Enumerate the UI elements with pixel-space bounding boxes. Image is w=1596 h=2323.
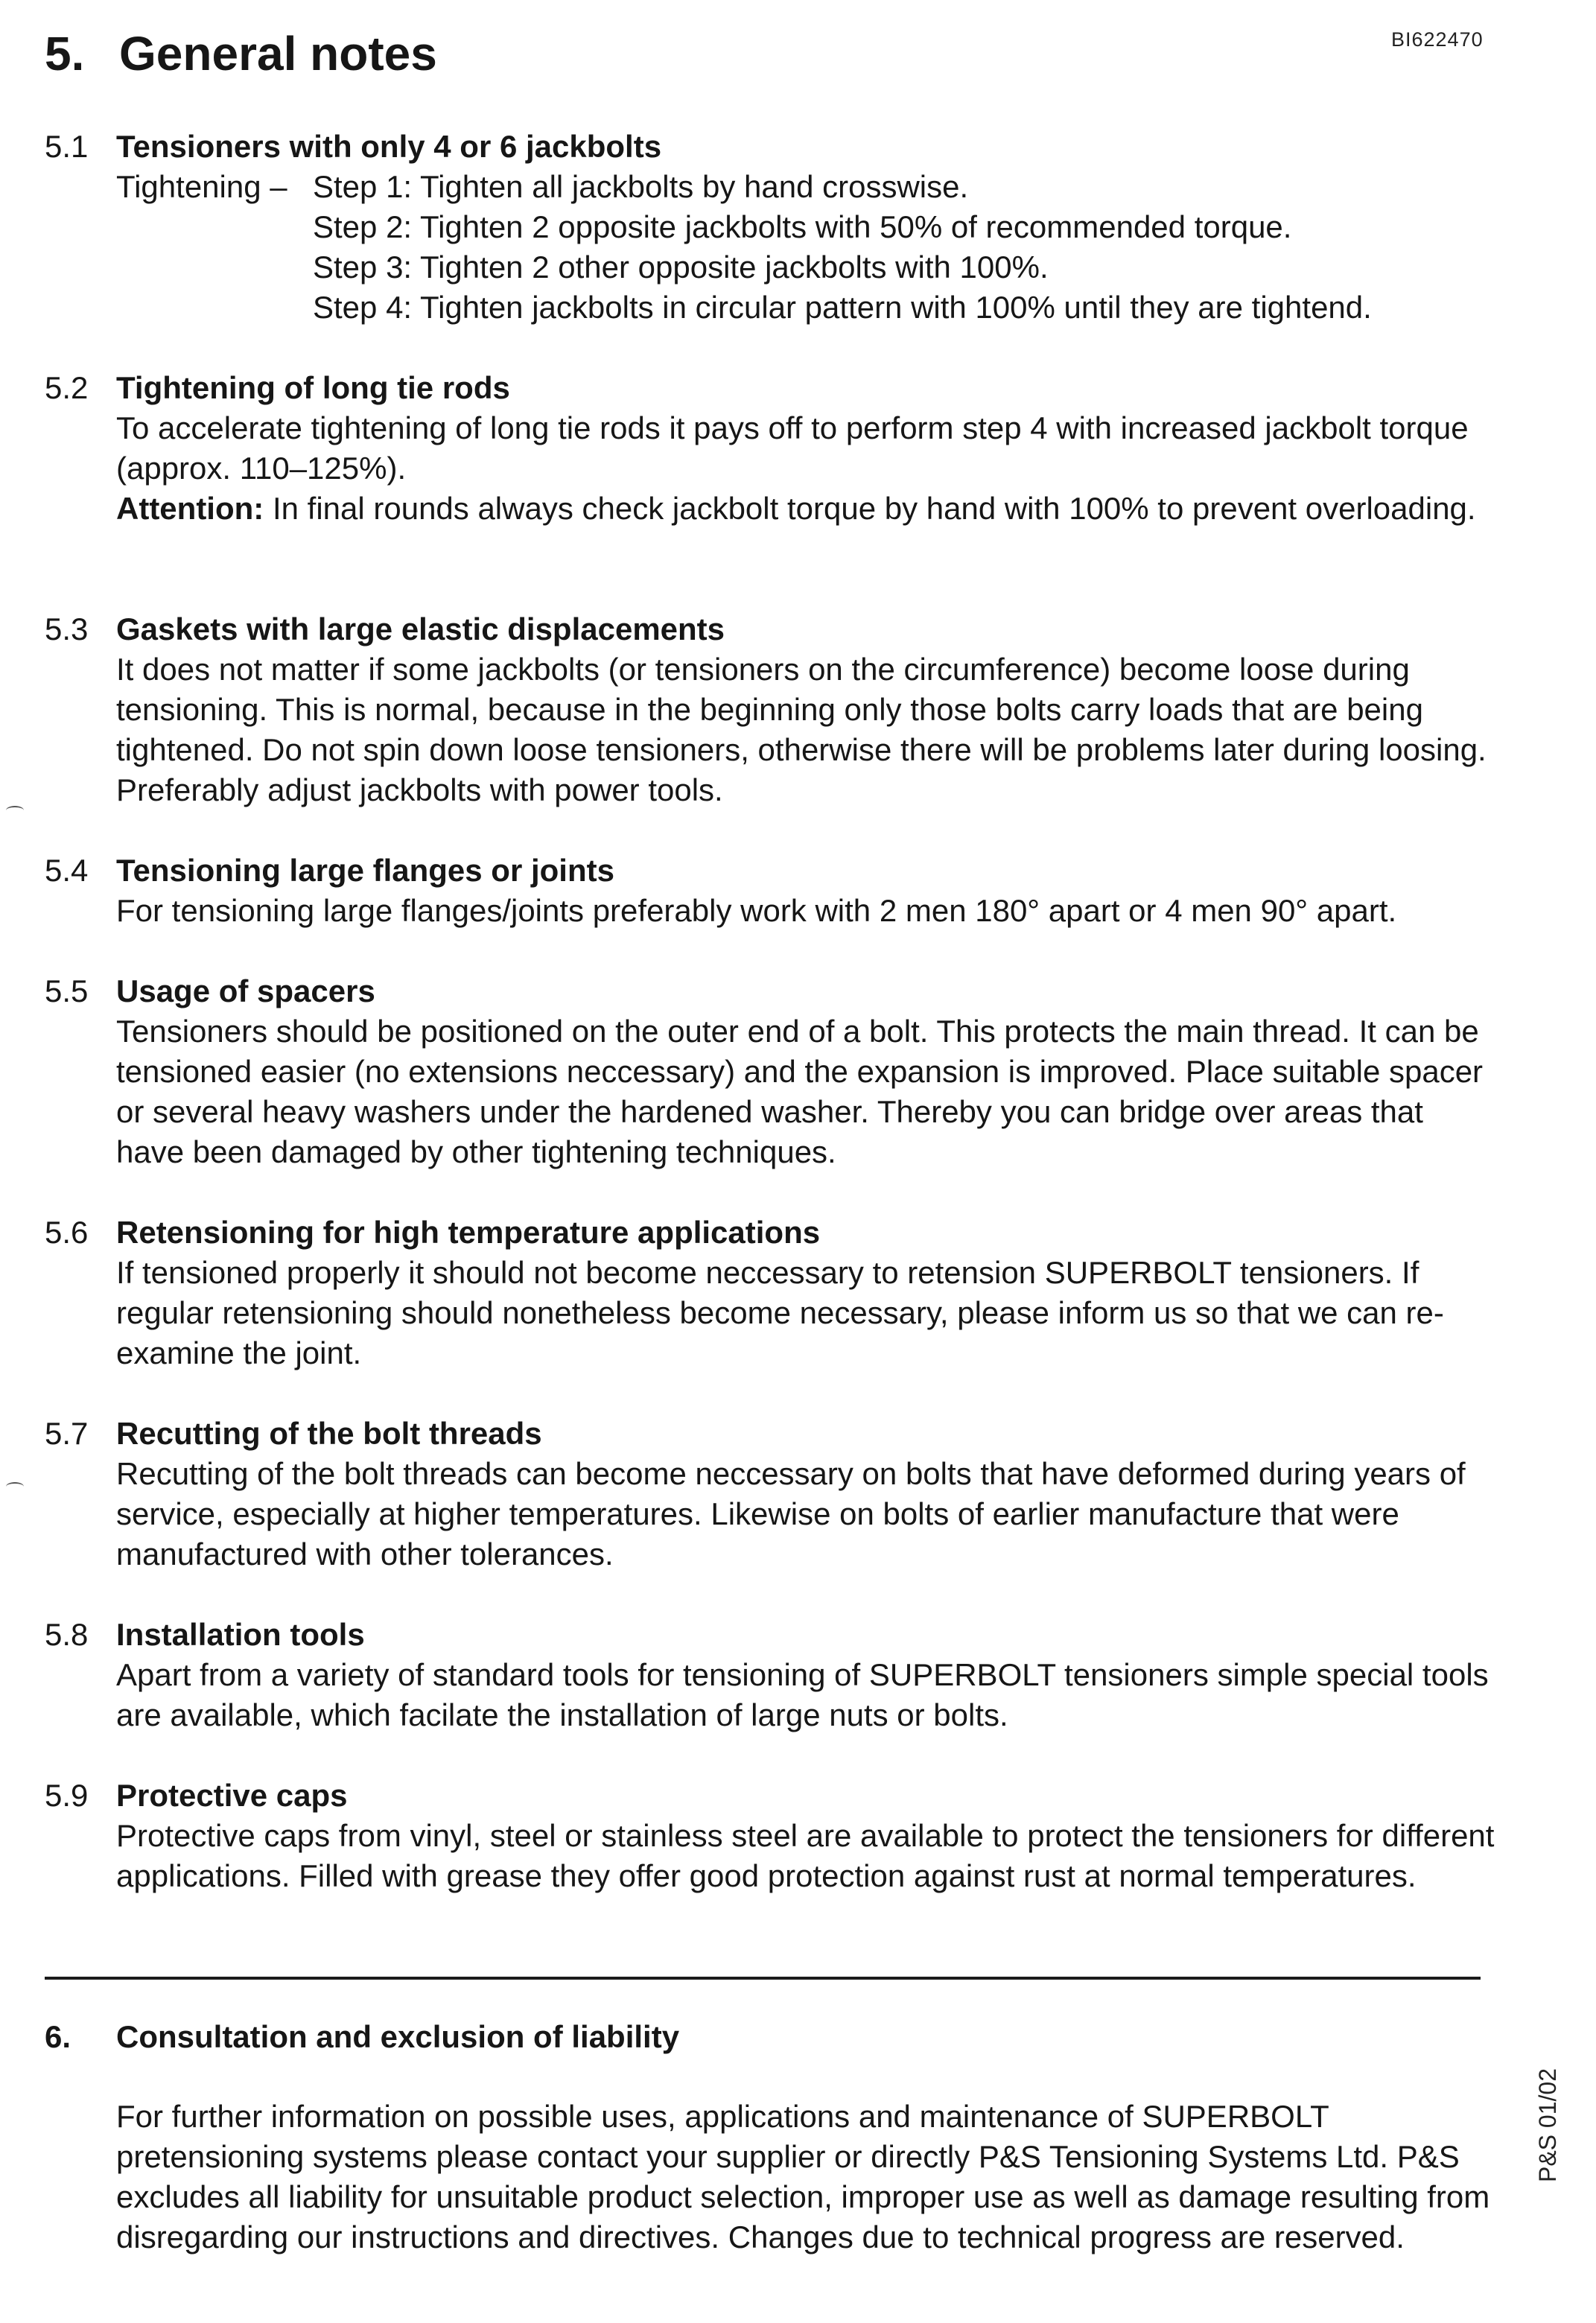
section-heading <box>45 609 1497 649</box>
section-body <box>116 1454 1497 1574</box>
section-title: Retensioning for high temperature applications <box>116 1215 821 1250</box>
section-number: 5.5 <box>45 973 89 1008</box>
section-body <box>116 1655 1497 1735</box>
step-text: Step 1: Tighten all jackbolts by hand crosswise. <box>313 169 969 204</box>
section-number: 5.2 <box>45 370 89 405</box>
section-6-heading <box>45 2017 1497 2057</box>
section-title: Tensioners with only 4 or 6 jackbolts <box>116 129 662 164</box>
section-paragraph: Recutting of the bolt threads can become neccessary on bolts that have deformed during years of service, especially at higher temperatures. Likewise on bolts of earlier manufacture that were manufactured with other tolerances. <box>116 1456 1466 1572</box>
chapter-number: 5. <box>45 27 85 80</box>
horizontal-divider <box>45 1977 1481 1980</box>
section-paragraph: It does not matter if some jackbolts (or tensioners on the circumference) become loose during tensioning. This is normal, because in the beginning only those bolts carry loads that are being tightened. Do not spin down loose tensioners, otherwise there will be problems later during loosing. Preferably adjust jackbolts with power tools. <box>116 652 1487 807</box>
section-5-2 <box>45 368 1497 529</box>
section-number: 5.7 <box>45 1416 89 1451</box>
section-title: Installation tools <box>116 1617 365 1652</box>
section-heading <box>45 971 1497 1011</box>
step-row <box>116 287 1497 328</box>
page-title <box>45 27 437 80</box>
section-heading <box>45 1414 1497 1454</box>
section-body <box>116 1816 1497 1896</box>
section-heading <box>45 1776 1497 1816</box>
section-number: 5.1 <box>45 129 89 164</box>
section-paragraph: For further information on possible uses, applications and maintenance of SUPERBOLT pretensioning systems please contact your supplier or directly P&S Tensioning Systems Ltd. P&S excludes all liability for unsuitable product selection, improper use as well as damage resulting from disregarding our instructions and directives. Changes due to technical progress are reserved. <box>116 2099 1490 2254</box>
section-paragraph: Tensioners should be positioned on the outer end of a bolt. This protects the main thread. It can be tensioned easier (no extensions neccessary) and the expansion is improved. Place suitable spacer or several heavy washers under the hardened washer. Thereby you can bridge over areas that have been damaged by other tightening techniques. <box>116 1014 1484 1169</box>
document-id: BI622470 <box>1391 28 1484 51</box>
section-5-5 <box>45 971 1497 1172</box>
step-lead: Tightening – <box>116 169 296 204</box>
step-text: Step 2: Tighten 2 opposite jackbolts with 50% of recommended torque. <box>313 209 1292 244</box>
step-row <box>116 207 1497 247</box>
section-title: Consultation and exclusion of liability <box>116 2019 680 2054</box>
section-number: 5.3 <box>45 611 89 646</box>
attention-label: Attention: <box>116 491 264 526</box>
section-heading <box>45 1615 1497 1655</box>
section-body <box>116 1253 1497 1373</box>
section-title: Usage of spacers <box>116 973 375 1008</box>
section-heading <box>45 2017 1497 2057</box>
step-row <box>116 247 1497 287</box>
section-body <box>116 408 1497 529</box>
section-heading <box>45 368 1497 408</box>
section-5-6 <box>45 1213 1497 1373</box>
footer-code: P&S 01/02 <box>1534 2068 1561 2182</box>
margin-mark <box>6 1482 24 1491</box>
section-body <box>116 649 1497 810</box>
section-5-7 <box>45 1414 1497 1574</box>
section-title: Tensioning large flanges or joints <box>116 853 614 888</box>
section-number: 5.9 <box>45 1778 89 1813</box>
section-number: 5.6 <box>45 1215 89 1250</box>
section-paragraph: For tensioning large flanges/joints preferably work with 2 men 180° apart or 4 men 90° apart. <box>116 893 1397 928</box>
section-paragraph: If tensioned properly it should not become neccessary to retension SUPERBOLT tensioners. If regular retensioning should nonetheless become necessary, please inform us so that we can re-examine the joint. <box>116 1255 1444 1370</box>
section-5-1 <box>45 127 1497 328</box>
section-heading <box>45 1213 1497 1253</box>
step-lead <box>116 207 313 247</box>
section-paragraph: Protective caps from vinyl, steel or stainless steel are available to protect the tensioners for different applications. Filled with grease they offer good protection against rust at normal temperatures. <box>116 1818 1495 1893</box>
section-5-9 <box>45 1776 1497 1896</box>
step-row <box>116 167 1497 207</box>
section-5-4 <box>45 851 1497 931</box>
step-text: Step 4: Tighten jackbolts in circular pattern with 100% until they are tightend. <box>313 290 1372 325</box>
section-title: Recutting of the bolt threads <box>116 1416 542 1451</box>
section-5-8 <box>45 1615 1497 1735</box>
step-lead <box>116 287 313 328</box>
section-5-3 <box>45 609 1497 810</box>
section-number: 5.4 <box>45 853 89 888</box>
step-lead <box>116 247 313 287</box>
section-heading <box>45 851 1497 891</box>
section-paragraph: Apart from a variety of standard tools for tensioning of SUPERBOLT tensioners simple special tools are available, which facilate the installation of large nuts or bolts. <box>116 1657 1489 1732</box>
margin-mark <box>6 806 24 815</box>
attention-text: In final rounds always check jackbolt torque by hand with 100% to prevent overloading. <box>264 491 1476 526</box>
section-body <box>116 2097 1497 2257</box>
section-body <box>116 1011 1497 1172</box>
section-body <box>116 891 1497 931</box>
step-list <box>116 167 1497 328</box>
section-heading <box>45 127 1497 167</box>
section-title: Tightening of long tie rods <box>116 370 510 405</box>
step-text: Step 3: Tighten 2 other opposite jackbolts with 100%. <box>313 250 1049 285</box>
chapter-title: General notes <box>119 27 437 80</box>
section-title: Protective caps <box>116 1778 348 1813</box>
section-number: 5.8 <box>45 1617 89 1652</box>
section-paragraph: To accelerate tightening of long tie rods it pays off to perform step 4 with increased jackbolt torque (approx. 110–125%). <box>116 410 1469 486</box>
section-title: Gaskets with large elastic displacements <box>116 611 725 646</box>
section-6-body <box>45 2097 1497 2257</box>
attention-note <box>116 489 1497 529</box>
section-number: 6. <box>45 2019 71 2054</box>
